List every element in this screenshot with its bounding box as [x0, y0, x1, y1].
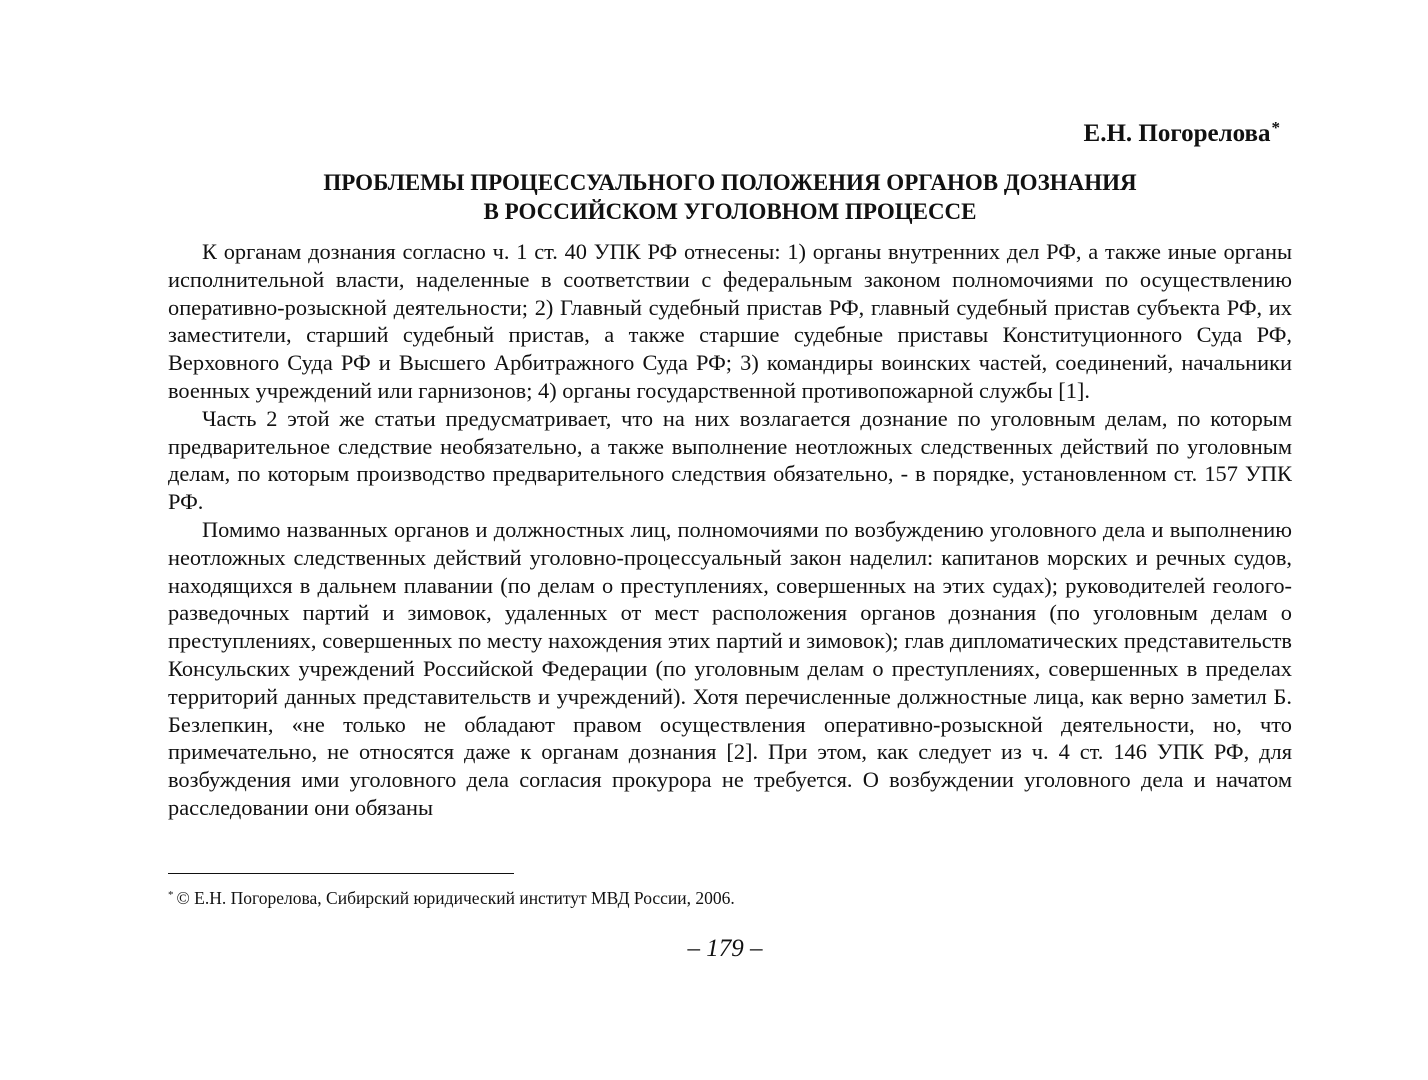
article-title-line-2: В РОССИЙСКОМ УГОЛОВНОМ ПРОЦЕССЕ	[483, 199, 977, 224]
author-footnote-mark: *	[1271, 118, 1280, 137]
author-name-text: Е.Н. Погорелова	[1083, 120, 1271, 147]
author-name	[1084, 118, 1280, 152]
page-number: – 179 –	[687, 935, 763, 962]
footnote-mark: *	[168, 889, 174, 901]
footnote-separator	[168, 873, 514, 874]
footnote-text: © Е.Н. Погорелова, Сибирский юридический институт МВД России, 2006.	[176, 888, 735, 908]
article-title	[168, 168, 1292, 226]
article-body	[168, 238, 1292, 822]
footnote	[168, 886, 1292, 913]
paragraph-3: Помимо названных органов и должностных лиц, полномочиями по возбуждению уголовного дела и выполнению неотложных следственных действий уголовно-процессуальный закон наделил: капитанов морских и речных судов, находящихся в дальнем плавании (по делам о преступлениях, совершенных на этих судах); руководителей геолого-разведочных партий и зимовок, удаленных от мест расположения органов дознания (по уголовным делам о преступлениях, совершенных по месту нахождения этих партий и зимовок); глав дипломатических представительств Консульских учреждений Российской Федерации (по уголовным делам о преступлениях, совершенных в пределах территорий данных представительств и учреждений). Хотя перечисленные должностные лица, как верно заметил Б. Безлепкин, «не только не обладают правом осуществления оперативно-розыскной деятельности, но, что примечательно, не относятся даже к органам дознания [2]. При этом, как следует из ч. 4 ст. 146 УПК РФ, для возбуждения ими уголовного дела согласия прокурора не требуется. О возбуждении уголовного дела и начатом расследовании они обязаны	[168, 516, 1292, 820]
paragraph-2: Часть 2 этой же статьи предусматривает, что на них возлагается дознание по уголовным делам, по которым предварительное следствие необязательно, а также выполнение неотложных следственных действий по уголовным делам, по которым производство предварительного следствия обязательно, - в порядке, установленном ст. 157 УПК РФ.	[168, 405, 1292, 515]
paragraph-1: К органам дознания согласно ч. 1 ст. 40 УПК РФ отнесены: 1) органы внутренних дел РФ, а также иные органы исполнительной власти, наделенные в соответствии с федеральным законом полномочиями по осуществлению оперативно-розыскной деятельности; 2) Главный судебный пристав РФ, главный судебный пристав субъекта РФ, их заместители, старший судебный пристав, а также старшие судебные приставы Конституционного Суда РФ, Верховного Суда РФ и Высшего Арбитражного Суда РФ; 3) командиры воинских частей, соединений, начальники военных учреждений или гарнизонов; 4) органы государственной противопожарной службы [1].	[168, 239, 1292, 403]
article-title-line-1: ПРОБЛЕМЫ ПРОЦЕССУАЛЬНОГО ПОЛОЖЕНИЯ ОРГАНОВ ДОЗНАНИЯ	[323, 170, 1137, 195]
